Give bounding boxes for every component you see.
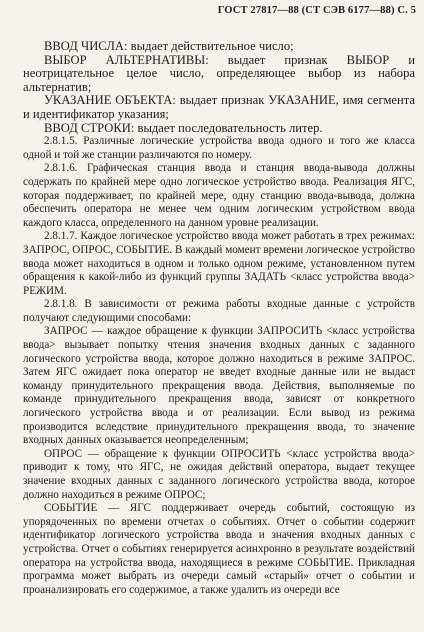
paragraph-2-8-1-6: 2.8.1.6. Графическая станция ввода и станция ввода-вывода должны содержать по крайней мере одно логическое устройство ввода. Реализация ЯГС, которая поддерживает, по крайней мере, одну станцию ввода-вывода, должна обеспечить оператора не менее чем одним логическим устройством ввода каждого класса, определенного на данном уровне реализации. bbox=[23, 162, 415, 229]
paragraph-ukazanie-obekta: УКАЗАНИЕ ОБЪЕКТА: выдает признак УКАЗАНИЕ, имя сегмента и идентификатор указания; bbox=[23, 93, 415, 121]
paragraph-vvod-chisla: ВВОД ЧИСЛА: выдает действительное число; bbox=[44, 39, 294, 53]
paragraph-opros: ОПРОС — обращение к функции ОПРОСИТЬ <класс устройства ввода> приводит к тому, что ЯГС, не ожидая действий оператора, выдает текущее значение входных данных с заданного логического устройства ввода, которое должно находиться в режиме ОПРОС; bbox=[23, 447, 415, 501]
paragraph-2-8-1-7: 2.8.1.7. Каждое логическое устройство ввода может работать в трех режимах: ЗАПРОС, ОПРОС, СОБЫТИЕ. В каждый момент времени логическое устройство ввода может находиться в одном и только одном режиме, установленном путем обращения к какой-либо из функций группы ЗАДАТЬ <класс устройства ввода> РЕЖИМ. bbox=[23, 230, 415, 297]
paragraph-sobytie: СОБЫТИЕ — ЯГС поддерживает очередь событий, состоящую из упорядоченных по времени отчетах о событиях. Отчет о событии содержит идентификатор логического устройства ввода и значения входных данных с устройства. Отчет о событиях генерируется асинхронно в результате воздействий оператора на устройства ввода, находящиеся в режиме СОБЫТИЕ. Прикладная программа может выбрать из очереди самый «старый» отчет о событии и проанализировать его содержимое, а также удалить из очереди все bbox=[23, 502, 415, 596]
body-text bbox=[23, 40, 415, 597]
paragraph-vybor-alternativy: ВЫБОР АЛЬТЕРНАТИВЫ: выдает признак ВЫБОР и неотрицательное целое число, определяющее выбор из набора альтернатив; bbox=[23, 52, 415, 94]
paragraph-vvod-stroki: ВВОД СТРОКИ: выдает последовательность литер. bbox=[44, 120, 323, 135]
paragraph-2-8-1-8: 2.8.1.8. В зависимости от режима работы входные данные с устройств получают следующими способами: bbox=[23, 298, 415, 324]
running-header: ГОСТ 27817—88 (СТ СЭВ 6177—88) С. 5 bbox=[217, 5, 416, 16]
paragraph-zapros: ЗАПРОС — каждое обращение к функции ЗАПРОСИТЬ <класс устройства ввода> вызывает попытку чтения значения входных данных с заданного логического устройства ввода, которое должно находиться в режиме ЗАПРОС. Затем ЯГС ожидает пока оператор не введет входные данные или не выдаст команду принудительного прекращения ввода. Действия, выполняемые по команде принудительного прекращения ввода, зависят от конкретного логического устройства ввода и от реализации. Если вывод из режима производится вследствие принудительного прекращения ввода, то значение входных данных оказывается неопределенным; bbox=[23, 325, 415, 447]
paragraph-2-8-1-5: 2.8.1.5. Различные логические устройства ввода одного и того же класса одной и той же станции различаются по номеру. bbox=[23, 135, 415, 161]
